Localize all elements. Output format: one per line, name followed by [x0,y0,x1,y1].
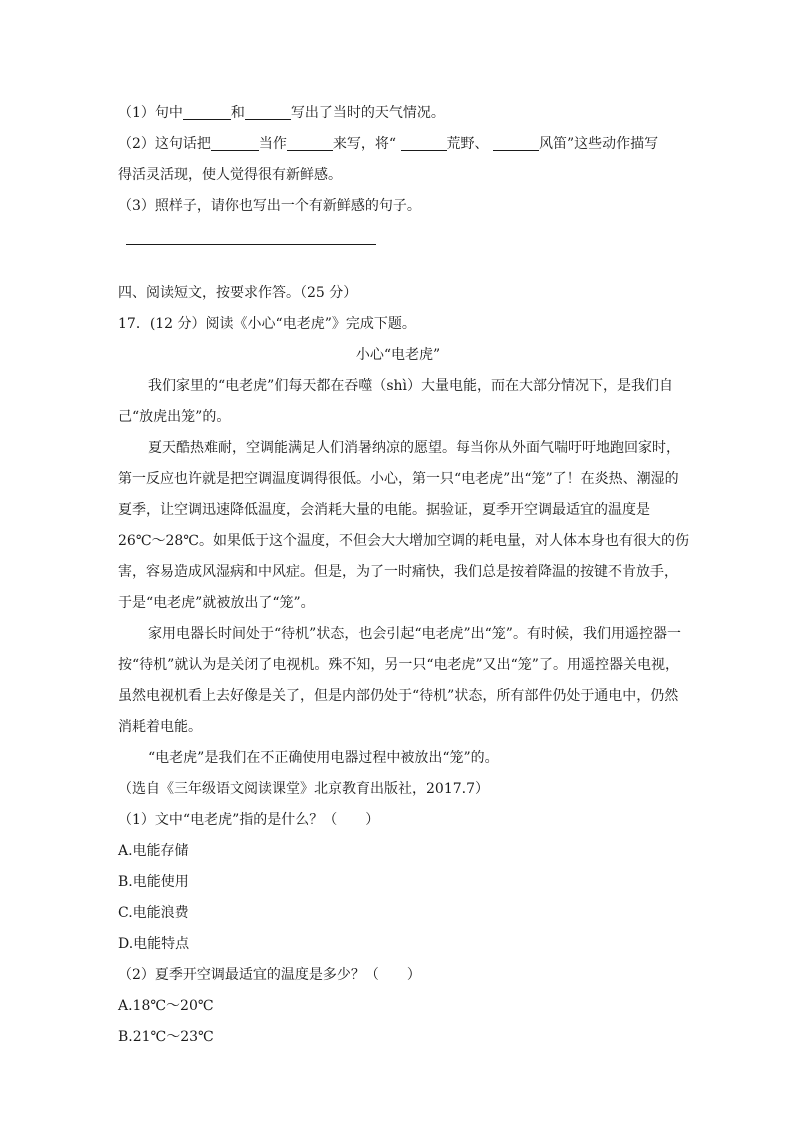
article-title: 小心“电老虎” [355,347,441,363]
answer-option[interactable]: A.18℃～20℃ [118,998,214,1014]
q16-part2-post: 风笛”这些动作描写 [538,136,659,152]
answer-option[interactable]: A.电能存储 [118,843,189,859]
article-body [118,371,689,774]
q16-part1-post: 写出了当时的天气情况。 [290,105,445,121]
fill-blank[interactable] [245,103,291,120]
question-17-intro: 17．(12 分）阅读《小心“电老虎”》完成下题。 [118,316,416,332]
answer-option[interactable]: D.电能特点 [118,936,190,952]
q16-part2-pre: （2）这句话把 [118,136,211,152]
fill-blank[interactable] [493,134,539,151]
article-line: 夏季，让空调迅速降低温度，会消耗大量的电能。据验证，夏季开空调最适宜的温度是 [118,502,650,518]
answer-area [118,244,678,278]
article-line: 按“待机”就认为是关闭了电视机。殊不知，另一只“电老虎”又出“笼”了。用遥控器关电视， [118,657,679,673]
article-line: “电老虎”是我们在不正确使用电器过程中被放出“笼”的。 [148,750,499,766]
document-page [118,98,689,1053]
q16-part2-mid2: 来写，将“ [332,136,401,152]
fill-blank[interactable] [183,103,231,120]
q16-part2-cont: 得活灵活现，使人觉得很有新鲜感。 [118,167,342,183]
q16-part2-mid3: 荒野、 [446,136,493,152]
article-line: 于是“电老虎”就被放出了“笼”。 [118,595,315,611]
question-list [118,805,678,1053]
q16-part3: （3）照样子，请你也写出一个有新鲜感的句子。 [118,198,421,214]
question-stem: （2）夏季开空调最适宜的温度是多少？（ ） [118,967,421,983]
article-line: 虽然电视机看上去好像是关了，但是内部仍处于“待机”状态，所有部件仍处于通电中，仍然 [118,688,679,704]
article-source: （选自《三年级语文阅读课堂》北京教育出版社，2017.7） [118,781,489,797]
answer-option[interactable]: C.电能浪费 [118,905,189,921]
answer-option[interactable]: B.电能使用 [118,874,189,890]
q16-part1-mid: 和 [230,105,245,121]
answer-option[interactable]: B.21℃～23℃ [118,1029,214,1045]
q16-part1 [118,98,678,129]
article-line: 第一反应也许就是把空调温度调得很低。小心，第一只“电老虎”出“笼”了！在炎热、潮湿的 [118,471,679,487]
article-line: 己“放虎出笼”的。 [118,409,231,425]
article-line: 消耗着电能。 [118,719,202,735]
article-line: 家用电器长时间处于“待机”状态，也会引起“电老虎”出“笼”。有时候，我们用遥控器一 [148,626,681,642]
fill-blank[interactable] [287,134,333,151]
q16-part2 [118,129,678,160]
fill-blank[interactable] [401,134,447,151]
article-line: 26℃～28℃。如果低于这个温度，不但会大大增加空调的耗电量，对人体本身也有很大的伤 [118,533,689,549]
q16-part2-mid1: 当作 [258,136,287,152]
answer-line[interactable] [126,244,376,245]
article-line: 夏天酷热难耐，空调能满足人们消暑纳凉的愿望。每当你从外面气喘吁吁地跑回家时， [148,440,680,456]
q16-part1-pre: （1）句中 [118,105,183,121]
article-line: 我们家里的“电老虎”们每天都在吞噬（shì）大量电能，而在大部分情况下，是我们自 [148,378,673,394]
article-line: 害，容易造成风湿病和中风症。但是，为了一时痛快，我们总是按着降温的按键不肯放手， [118,564,678,580]
question-stem: （1）文中“电老虎”指的是什么？（ ） [118,812,380,828]
section-heading: 四、阅读短文，按要求作答。（25 分） [118,285,358,301]
fill-blank[interactable] [211,134,259,151]
